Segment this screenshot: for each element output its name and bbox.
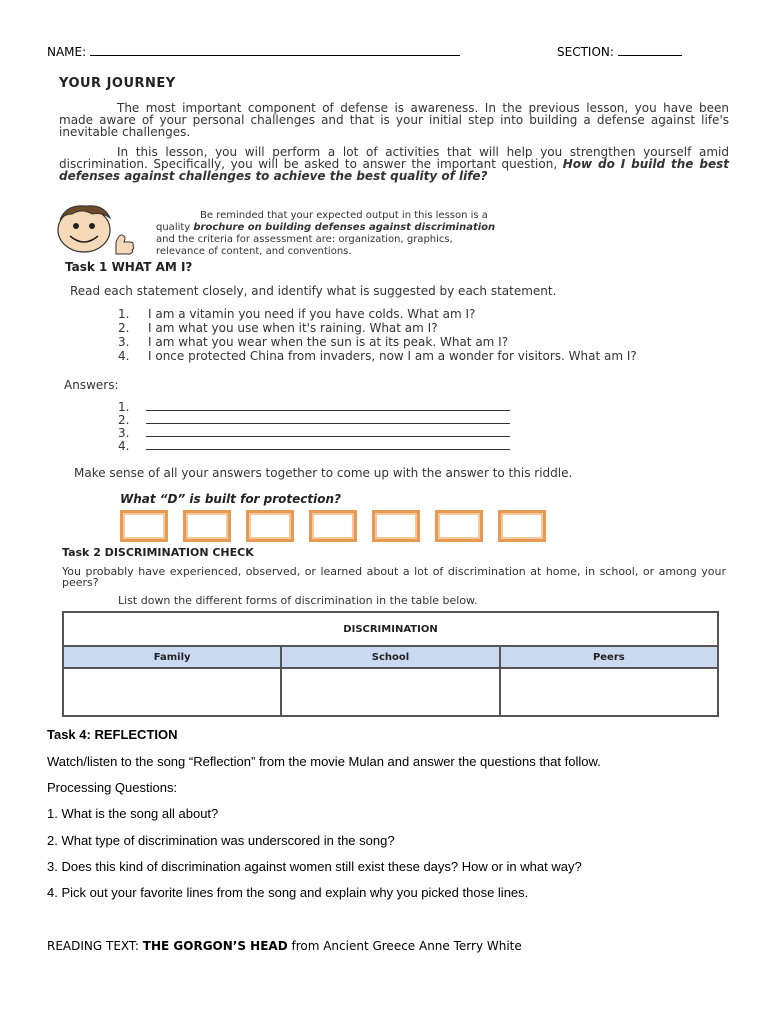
question-3: 3. Does this kind of discrimination against women still exist these days? How or in what way?	[47, 859, 582, 874]
item-number: 4.	[118, 349, 130, 363]
riddle-question: What “D” is built for protection?	[120, 492, 341, 506]
section-line[interactable]	[618, 44, 682, 56]
item-number: 3.	[118, 335, 130, 349]
mascot-thumbs-up-icon	[46, 202, 138, 258]
task2-text: You probably have experienced, observed, or learned about a lot of discrimination at home, in school, or among your peers?	[62, 565, 726, 589]
answer-row[interactable]	[118, 439, 129, 452]
answer-row[interactable]	[118, 400, 129, 413]
answer-number: 1.	[118, 400, 130, 414]
item-text: I am what you wear when the sun is at its peak. What am I?	[148, 335, 509, 349]
reminder-line-3: and the criteria for assessment are: organization, graphics,	[156, 234, 453, 245]
reminder-line-2-text: quality	[156, 222, 194, 233]
task4-title: Task 4: REFLECTION	[47, 727, 178, 742]
section-label: SECTION:	[557, 45, 614, 59]
task2-instruction: List down the different forms of discrimination in the table below.	[118, 594, 478, 607]
answer-box[interactable]	[183, 510, 231, 542]
answer-line[interactable]	[146, 436, 510, 437]
column-header-family: Family	[63, 646, 281, 668]
brochure-emphasis: brochure on building defenses against discrimination	[193, 222, 496, 233]
answer-line[interactable]	[146, 410, 510, 411]
reminder-line-4: relevance of content, and conventions.	[156, 246, 352, 257]
name-label: NAME:	[47, 45, 87, 59]
answers-label: Answers:	[64, 378, 119, 392]
question-2: 2. What type of discrimination was underscored in the song?	[47, 833, 395, 848]
journey-paragraph-2	[59, 146, 729, 182]
answer-number: 4.	[118, 439, 130, 453]
item-text: I am a vitamin you need if you have colds. What am I?	[148, 307, 476, 321]
column-header-school: School	[281, 646, 499, 668]
answer-lines	[118, 400, 129, 452]
answer-line[interactable]	[146, 423, 510, 424]
discrimination-table	[62, 611, 719, 717]
answer-box[interactable]	[246, 510, 294, 542]
answer-box[interactable]	[435, 510, 483, 542]
riddle-intro: Make sense of all your answers together to come up with the answer to this riddle.	[74, 466, 573, 480]
list-item	[118, 308, 718, 321]
peers-cell[interactable]	[500, 668, 718, 716]
reading-suffix: from Ancient Greece Anne Terry White	[287, 939, 522, 953]
reminder-line-1: Be reminded that your expected output in this lesson is a	[200, 210, 488, 221]
answer-number: 2.	[118, 413, 130, 427]
journey-title: YOUR JOURNEY	[59, 76, 176, 91]
name-line[interactable]	[90, 44, 460, 56]
answer-row[interactable]	[118, 413, 129, 426]
item-number: 1.	[118, 307, 130, 321]
answer-line[interactable]	[146, 449, 510, 450]
list-item	[118, 350, 718, 363]
name-field[interactable]	[47, 44, 460, 59]
task1-instruction: Read each statement closely, and identify what is suggested by each statement.	[70, 284, 557, 298]
reading-label: READING TEXT:	[47, 939, 143, 953]
list-item	[118, 336, 718, 349]
question-1: 1. What is the song all about?	[47, 806, 219, 821]
answer-box[interactable]	[309, 510, 357, 542]
key-question: How do I build the best defenses against challenges to achieve the best quality of life?	[59, 157, 729, 183]
list-item	[118, 322, 718, 335]
task2-title: Task 2 DISCRIMINATION CHECK	[62, 546, 254, 559]
section-field[interactable]	[557, 44, 682, 59]
column-header-peers: Peers	[500, 646, 718, 668]
item-number: 2.	[118, 321, 130, 335]
reminder-note	[156, 210, 495, 258]
task1-statements	[118, 308, 718, 364]
item-text: I once protected China from invaders, now I am a wonder for visitors. What am I?	[148, 349, 637, 363]
family-cell[interactable]	[63, 668, 281, 716]
answer-box[interactable]	[498, 510, 546, 542]
table-title: DISCRIMINATION	[63, 612, 718, 646]
answer-row[interactable]	[118, 426, 129, 439]
school-cell[interactable]	[281, 668, 499, 716]
reminder-line-2	[156, 222, 495, 234]
processing-label: Processing Questions:	[47, 780, 178, 795]
task4-intro: Watch/listen to the song “Reflection” from the movie Mulan and answer the questions that follow.	[47, 754, 601, 769]
reading-text	[47, 939, 522, 953]
question-4: 4. Pick out your favorite lines from the song and explain why you picked those lines.	[47, 885, 529, 900]
answer-number: 3.	[118, 426, 130, 440]
task1-title: Task 1 WHAT AM I?	[65, 260, 193, 274]
answer-box[interactable]	[120, 510, 168, 542]
journey-paragraph-1: The most important component of defense is awareness. In the previous lesson, you have been made aware of your personal challenges and that is your initial step into building a defense against life's inevitable challenges.	[59, 101, 729, 139]
reading-title: THE GORGON’S HEAD	[142, 939, 288, 953]
journey-paragraph-2-text: In this lesson, you will perform a lot of activities that will help you strengthen yourself amid discrimination. Specifically, you will be asked to answer the important question,	[59, 145, 729, 171]
answer-box[interactable]	[372, 510, 420, 542]
item-text: I am what you use when it's raining. What am I?	[148, 321, 438, 335]
